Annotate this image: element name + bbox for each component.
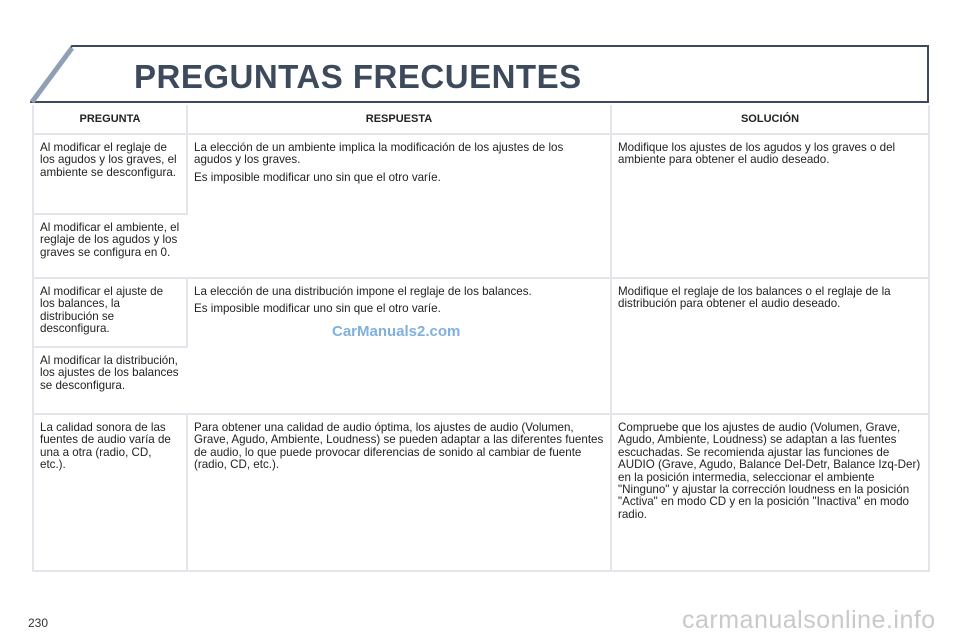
answer-text: La elección de un ambiente implica la modificación de los ajustes de los agudos y los graves. [194, 141, 564, 167]
page-number: 230 [28, 616, 49, 630]
answer-cell [187, 134, 611, 278]
answer-text: Es imposible modificar uno sin que el otro varíe. [194, 302, 441, 316]
answer-text: La elección de una distribución impone el reglaje de los balances. [194, 285, 532, 298]
column-header-respuesta: RESPUESTA [187, 105, 611, 134]
question-cell: La calidad sonora de las fuentes de audio varía de una a otra (radio, CD, etc.). [33, 414, 187, 571]
solution-cell: Modifique el reglaje de los balances o el reglaje de la distribución para obtener el audio deseado. [611, 278, 929, 414]
table-row [33, 134, 929, 214]
watermark-text: CarManuals2.com [332, 323, 461, 340]
solution-cell: Compruebe que los ajustes de audio (Volumen, Grave, Agudo, Ambiente, Loudness) se adaptan a las fuentes escuchadas. Se recomienda ajustar las funciones de AUDIO (Grave, Agudo, Balance Del-Detr, Balance Izq-Der) en la posición intermedia, seleccionar el ambiente "Ninguno" y ajustar la corrección loudness en la posición "Activa" en modo CD y en la posición "Inactiva" en modo radio. [611, 414, 929, 571]
question-cell: Al modificar el reglaje de los agudos y los graves, el ambiente se desconfigura. [33, 134, 187, 214]
answer-text: Es imposible modificar uno sin que el otro varíe. [194, 170, 441, 184]
footer-watermark: carmanualsonline.info [682, 606, 936, 634]
faq-table [32, 105, 930, 572]
answer-cell: Para obtener una calidad de audio óptima, los ajustes de audio (Volumen, Grave, Agudo, Ambiente, Loudness) se pueden adaptar a las diferentes fuentes de audio, lo que puede provocar diferencias de sonido al cambiar de fuente (radio, CD, etc.). [187, 414, 611, 571]
table-row [33, 414, 929, 571]
solution-cell: Modifique los ajustes de los agudos y los graves o del ambiente para obtener el audio deseado. [611, 134, 929, 278]
table-header-row [33, 105, 929, 134]
question-cell: Al modificar la distribución, los ajustes de los balances se desconfigura. [33, 347, 187, 414]
answer-cell [187, 278, 611, 414]
table-row [33, 278, 929, 347]
column-header-solucion: SOLUCIÓN [611, 105, 929, 134]
question-cell: Al modificar el ajuste de los balances, la distribución se desconfigura. [33, 278, 187, 347]
question-cell: Al modificar el ambiente, el reglaje de los agudos y los graves se configura en 0. [33, 214, 187, 278]
page-title: PREGUNTAS FRECUENTES [134, 58, 582, 95]
column-header-pregunta: PREGUNTA [33, 105, 187, 134]
